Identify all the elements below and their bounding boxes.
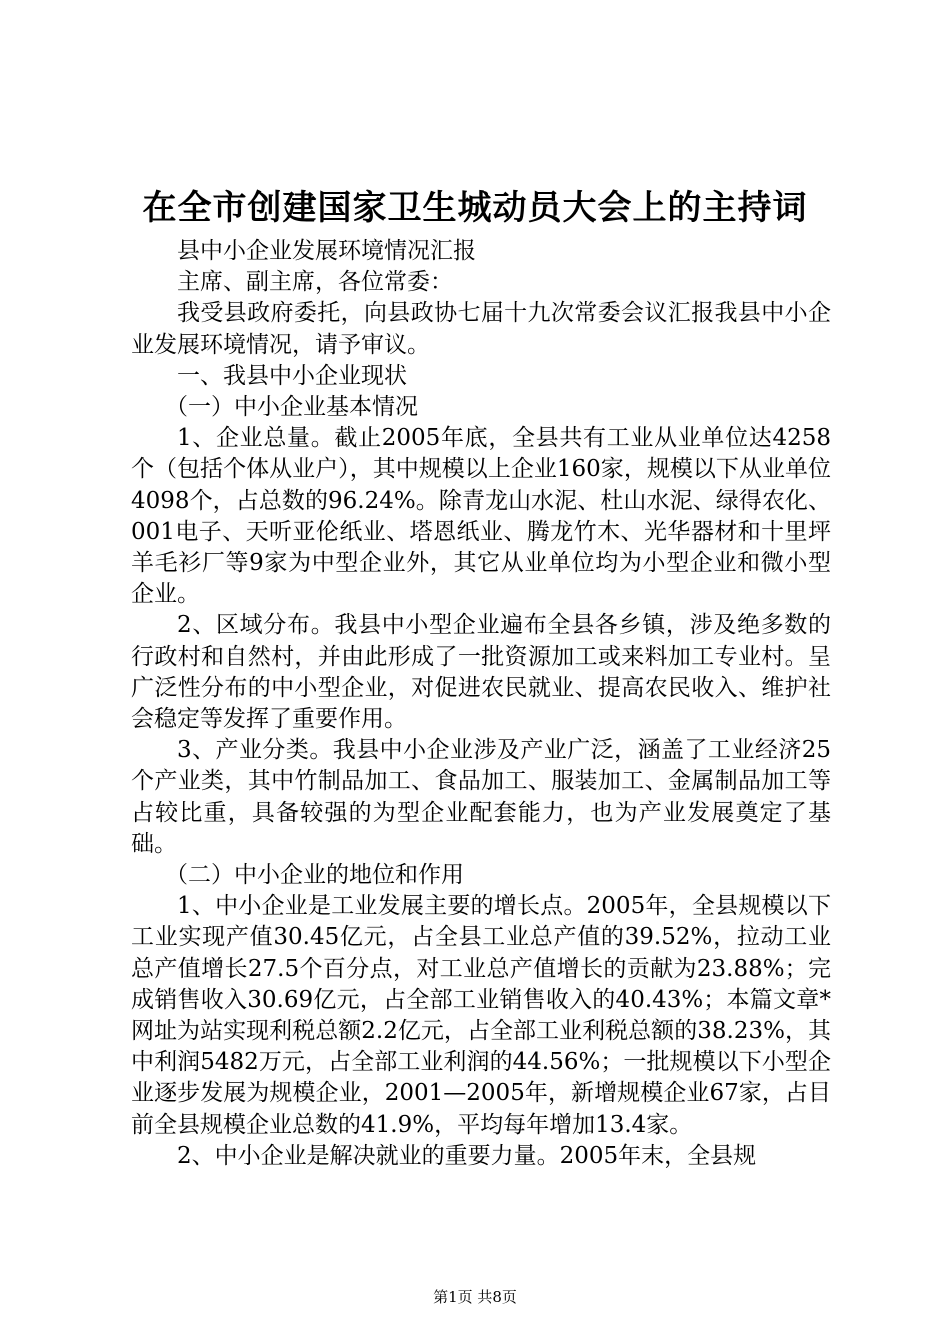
- subsection-heading-1: （一）中小企业基本情况: [165, 394, 418, 421]
- section-heading-1: 一、我县中小企业现状: [177, 362, 407, 389]
- page-number-footer: 第1页 共8页: [433, 1288, 517, 1306]
- paragraph-growth-point: 1、中小企业是工业发展主要的增长点。2005年，全县规模以下工业实现产值30.45亿元，占全县工业总产值的39.52%，拉动工业总产值增长27.5个百分点，对工业总产值增长的贡献为23.88%；完成销售收入30.69亿元，占全部工业销售收入的40.43%；本篇文章*网址为站实现利税总额2.2亿元，占全部工业利税总额的38.23%，其中利润5482万元，占全部工业利润的44.56%；一批规模以下小型企业逐步发展为规模企业，2001—2005年，新增规模企业67家，占目前全县规模企业总数的41.9%，平均每年增加13.4家。: [131, 893, 831, 1138]
- paragraph-industry-classification: 3、产业分类。我县中小企业涉及产业广泛，涵盖了工业经济25个产业类，其中竹制品加工、食品加工、服装加工、金属制品加工等占较比重，具备较强的为型企业配套能力，也为产业发展奠定了基础。: [131, 737, 831, 857]
- document-title: 在全市创建国家卫生城动员大会上的主持词: [142, 188, 808, 228]
- paragraph-intro: 我受县政府委托，向县政协七届十九次常委会议汇报我县中小企业发展环境情况，请予审议。: [131, 300, 831, 358]
- subsection-heading-2: （二）中小企业的地位和作用: [165, 862, 464, 889]
- paragraph-employment: 2、中小企业是解决就业的重要力量。2005年末，全县规: [177, 1142, 757, 1169]
- paragraph-enterprise-total: 1、企业总量。截止2005年底，全县共有工业从业单位达4258个（包括个体从业户），其中规模以上企业160家，规模以下从业单位4098个，占总数的96.24%。除青龙山水泥、杜山水泥、绿得农化、001电子、天听亚伦纸业、塔恩纸业、腾龙竹木、光华器材和十里坪羊毛衫厂等9家为中型企业外，其它从业单位均为小型企业和微小型企业。: [131, 425, 831, 608]
- paragraph-salutation: 主席、副主席，各位常委：: [177, 269, 453, 296]
- document-body: [131, 236, 831, 1172]
- paragraph-regional-distribution: 2、区域分布。我县中小型企业遍布全县各乡镇，涉及绝多数的行政村和自然村，并由此形成了一批资源加工或来料加工专业村。呈广泛性分布的中小型企业，对促进农民就业、提高农民收入、维护社会稳定等发挥了重要作用。: [131, 612, 831, 733]
- paragraph-report-title: 县中小企业发展环境情况汇报: [177, 238, 476, 264]
